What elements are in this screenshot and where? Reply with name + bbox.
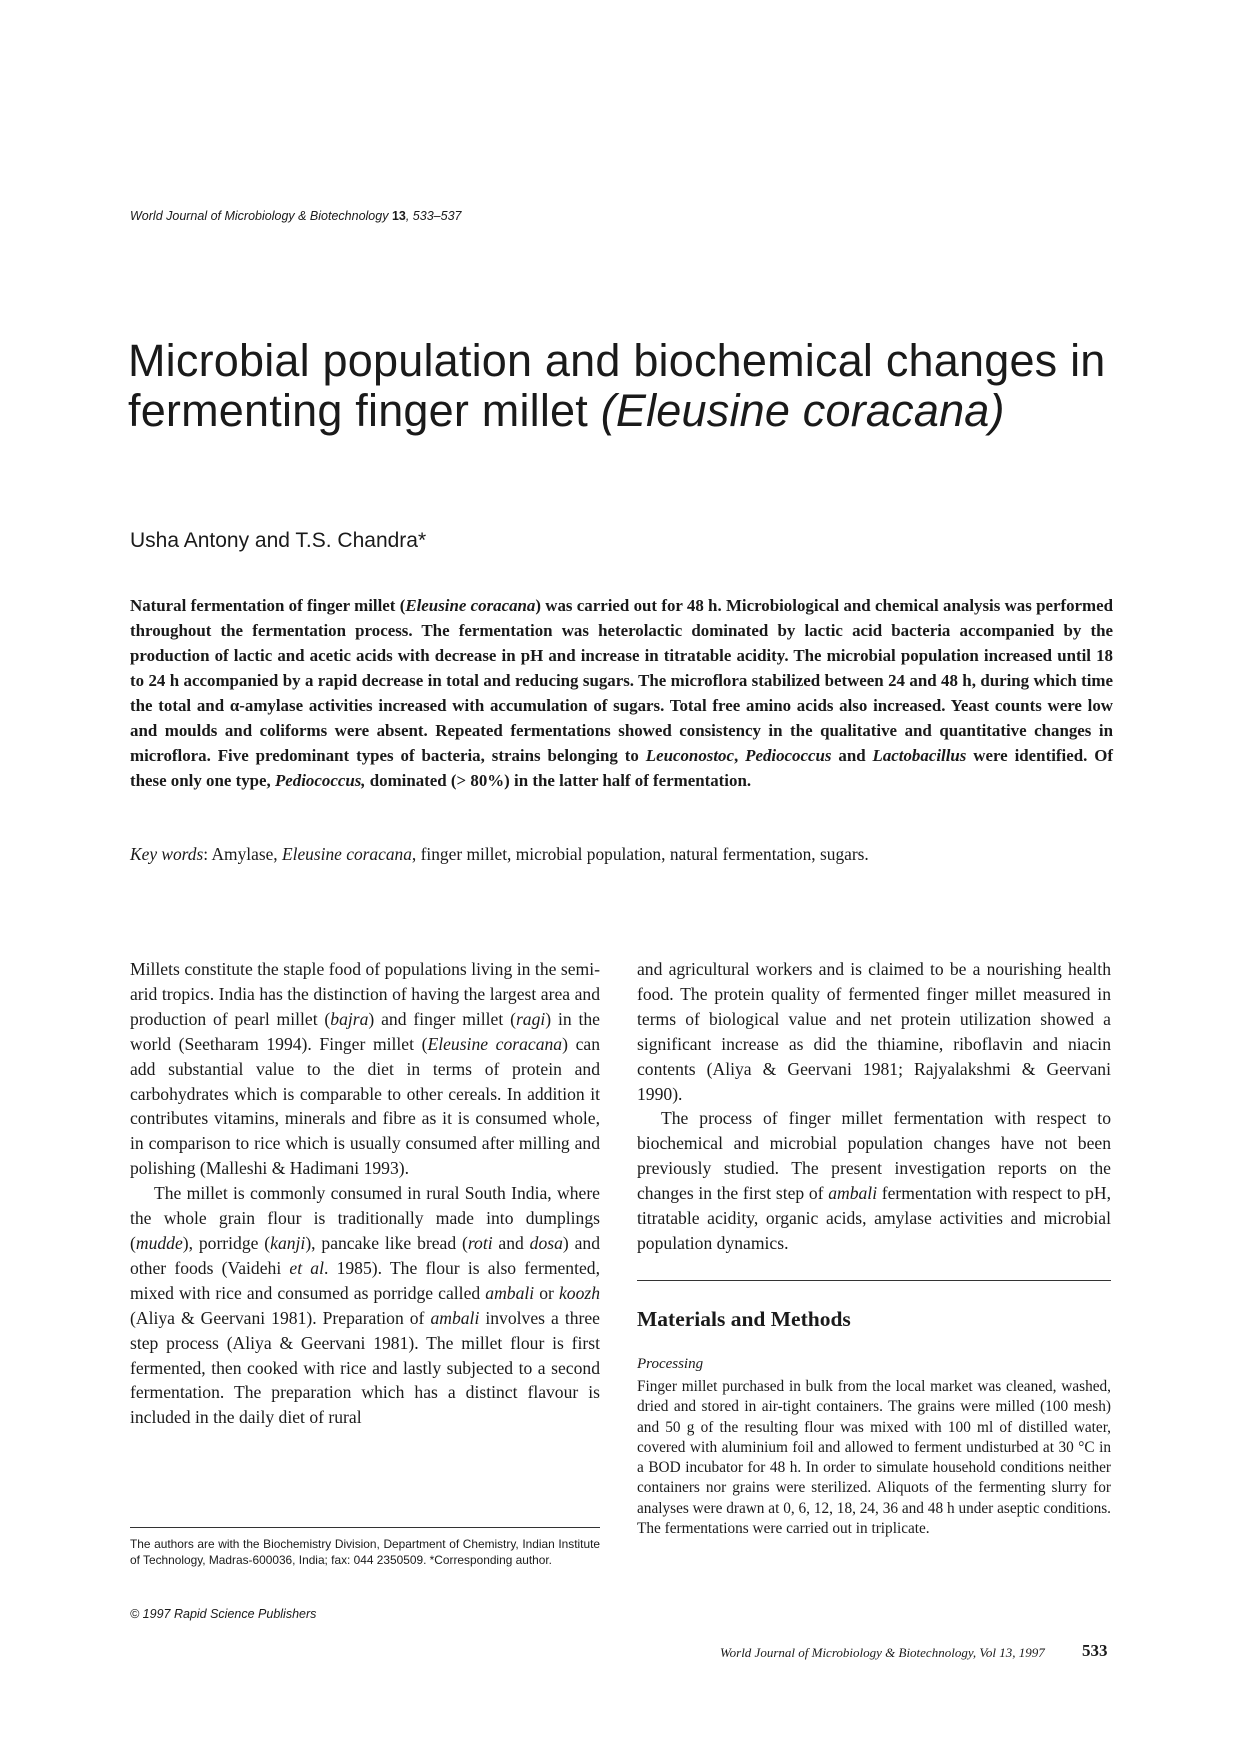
abstract-text: were identified. Of these only one type,: [130, 746, 1114, 790]
body-text: The process of finger millet fermentation with respect to biochemical and microbial population changes have not been previously studied. The present investigation reports on the changes in the first step of: [637, 1108, 1111, 1204]
body-text: ) can add substantial value to the diet in terms of protein and carbohydrates which is comparable to other cereals. In addition it contributes vitamins, minerals and fibre as it is consumed whole, in comparison to rice which is usually consumed after milling and polishing (Malleshi & Hadimani 1993).: [130, 1033, 600, 1179]
abstract-genus: Leuconostoc: [645, 746, 734, 765]
body-text: ) and finger millet (: [368, 1008, 516, 1029]
intro-paragraph-4: [637, 1106, 1111, 1255]
abstract-species: Eleusine coracana: [405, 596, 536, 615]
body-column-left: [130, 957, 600, 1430]
author-footnote: The authors are with the Biochemistry Division, Department of Chemistry, Indian Institute of Technology, Madras-600036, India; fax: 044 2350509. *Corresponding author.: [130, 1537, 600, 1567]
body-italic: bajra: [330, 1008, 369, 1029]
abstract: [130, 593, 1113, 793]
body-text: ), pancake like bread (: [305, 1232, 468, 1253]
body-text: or: [534, 1282, 559, 1303]
abstract-text: ,: [733, 746, 746, 765]
footnote-divider: [130, 1527, 600, 1528]
methods-processing-text: Finger millet purchased in bulk from the local market was cleaned, washed, dried and stored in air-tight containers. The grains were milled (100 mesh) and 50 g of the resulting flour was mixed with 100 ml of distilled water, covered with aluminium foil and allowed to ferment undisturbed at 30 °C in a BOD incubator for 48 h. In order to simulate household conditions neither containers nor grains were sterilized. Aliquots of the fermenting slurry for analyses were drawn at 0, 6, 12, 18, 24, 36 and 48 h under aseptic conditions. The fermentations were carried out in triplicate.: [637, 1378, 1111, 1538]
body-italic: ambali: [485, 1282, 535, 1303]
body-text: fermentation with respect to pH, titratable acidity, organic acids, amylase activities and microbial population dynamics.: [637, 1183, 1111, 1253]
abstract-text: and: [831, 746, 873, 765]
page-number: 533: [1082, 1641, 1108, 1660]
running-head: [130, 209, 461, 223]
body-italic: ambali: [828, 1183, 878, 1204]
body-text: Millets constitute the staple food of populations living in the semi-arid tropics. India has the distinction of having the largest area and production of pearl millet (: [130, 959, 600, 1029]
running-head-journal: World Journal of Microbiology & Biotechnology: [130, 209, 389, 223]
abstract-genus: Pediococcus: [745, 746, 832, 765]
body-text: The millet is commonly consumed in rural South India, where the whole grain flour is traditionally made into dumplings (: [130, 1183, 600, 1253]
keywords-text: , finger millet, microbial population, natural fermentation, sugars.: [411, 844, 869, 864]
body-italic: roti: [467, 1232, 493, 1253]
body-text: (Aliya & Geervani 1981). Preparation of: [130, 1307, 431, 1328]
keywords-species: Eleusine coracana: [282, 844, 412, 864]
intro-paragraph-3: and agricultural workers and is claimed to be a nourishing health food. The protein quality of fermented finger millet measured in terms of biological value and net protein utilization showed a significant increase as did the thiamine, riboflavin and niacin contents (Aliya & Geervani 1981; Rajyalakshmi & Geervani 1990).: [637, 959, 1111, 1104]
copyright-notice: © 1997 Rapid Science Publishers: [130, 1607, 317, 1621]
footer-journal: World Journal of Microbiology & Biotechnology, Vol 13, 1997: [720, 1645, 1045, 1660]
body-italic: kanji: [270, 1232, 306, 1253]
body-italic: ambali: [430, 1307, 480, 1328]
title-species: (Eleusine coracana): [600, 385, 1005, 436]
body-column-right: [637, 957, 1111, 1256]
body-text: ), porridge (: [182, 1232, 271, 1253]
body-italic: ragi: [515, 1008, 546, 1029]
section-heading-methods: Materials and Methods: [637, 1307, 851, 1331]
abstract-text: Natural fermentation of finger millet (: [130, 596, 406, 615]
body-italic: koozh: [558, 1282, 601, 1303]
keywords-label: Key words: [130, 844, 204, 864]
keywords-text: : Amylase,: [203, 844, 282, 864]
body-text: ) and other foods (Vaidehi: [130, 1232, 601, 1278]
section-divider: [637, 1280, 1111, 1281]
abstract-text: dominated (> 80%) in the latter half of fermentation.: [365, 771, 752, 790]
running-head-pages: , 533–537: [405, 209, 462, 223]
body-text: ) in the world (Seetharam 1994). Finger millet (: [130, 1008, 600, 1054]
subheading-processing: Processing: [637, 1356, 704, 1372]
abstract-text: ) was carried out for 48 h. Microbiological and chemical analysis was performed throughout the fermentation process. The fermentation was heterolactic dominated by lactic acid bacteria accompanied by the production of lactic and acetic acids with decrease in pH and increase in titratable acidity. The microbial population increased until 18 to 24 h accompanied by a rapid decrease in total and reducing sugars. The microflora stabilized between 24 and 48 h, during which time the total and α-amylase activities increased with accumulation of sugars. Total free amino acids also increased. Yeast counts were low and moulds and coliforms were absent. Repeated fermentations showed consistency in the qualitative and quantitative changes in microflora. Five predominant types of bacteria, strains belonging to: [130, 596, 1113, 765]
body-italic: dosa: [529, 1232, 563, 1253]
article-title: [128, 336, 1128, 436]
body-text: and: [492, 1232, 530, 1253]
authors: Usha Antony and T.S. Chandra*: [130, 529, 427, 552]
intro-paragraph-1: [130, 957, 600, 1181]
abstract-genus: Pediococcus,: [274, 771, 366, 790]
abstract-genus: Lactobacillus: [872, 746, 967, 765]
keywords: [130, 842, 1113, 867]
title-main: Microbial population and biochemical changes in fermenting finger millet: [128, 335, 1106, 436]
body-text: . 1985). The flour is also fermented, mixed with rice and consumed as porridge called: [130, 1257, 600, 1303]
running-head-volume: 13: [391, 209, 406, 223]
intro-paragraph-2: [130, 1181, 600, 1430]
body-italic: Eleusine coracana: [427, 1033, 563, 1054]
body-text: involves a three step process (Aliya & Geervani 1981). The millet flour is first fermented, then cooked with rice and lastly subjected to a second fermentation. The preparation which has a distinct flavour is included in the daily diet of rural: [130, 1307, 600, 1428]
body-italic: et al: [289, 1257, 324, 1278]
body-italic: mudde: [135, 1232, 183, 1253]
